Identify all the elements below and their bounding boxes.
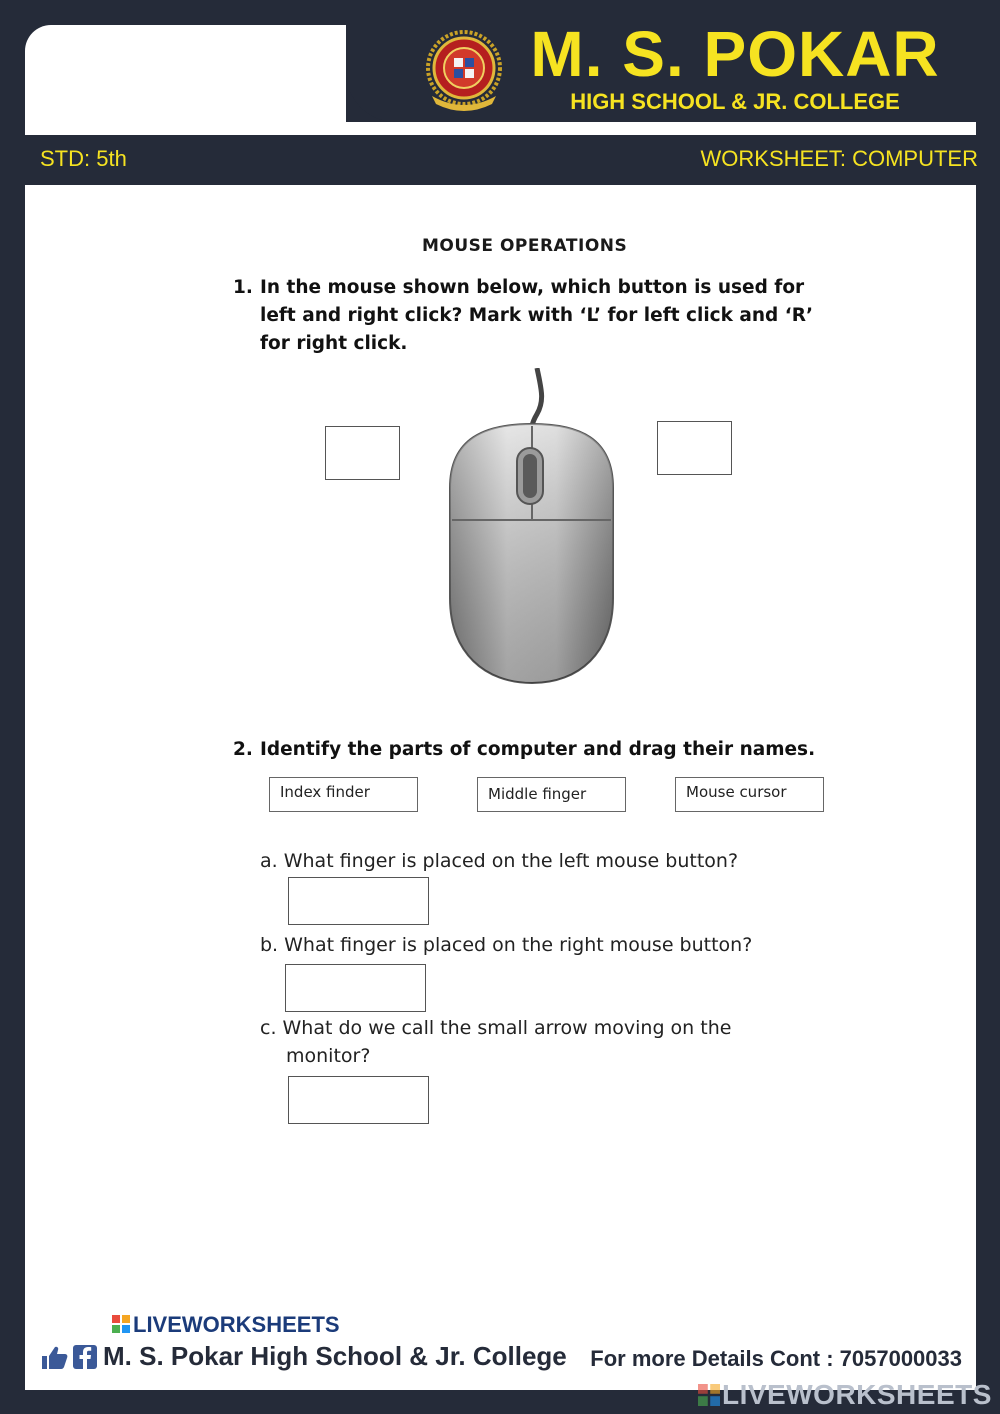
school-name: M. S. POKAR xyxy=(530,18,940,90)
watermark-logo-icon xyxy=(698,1384,720,1406)
liveworksheets-brand: LIVEWORKSHEETS xyxy=(133,1312,340,1337)
question-1-number: 1. xyxy=(233,277,253,298)
school-subtitle: HIGH SCHOOL & JR. COLLEGE xyxy=(570,89,900,114)
worksheet-subject: WORKSHEET: COMPUTER xyxy=(700,146,978,171)
liveworksheets-watermark: LIVEWORKSHEETS xyxy=(722,1379,992,1410)
drag-option-mouse-cursor[interactable]: Mouse cursor xyxy=(675,777,824,812)
footer-school-name: M. S. Pokar High School & Jr. College xyxy=(103,1341,567,1371)
computer-mouse-icon xyxy=(445,368,620,686)
like-facebook-icon xyxy=(40,1344,98,1370)
footer-contact: For more Details Cont : 7057000033 xyxy=(590,1346,962,1371)
question-1-line-3: for right click. xyxy=(260,333,408,354)
question-1-line-2: left and right click? Mark with ‘L’ for left click and ‘R’ xyxy=(260,305,814,326)
header-white-bar xyxy=(25,122,976,135)
question-2b: b. What finger is placed on the right mouse button? xyxy=(260,934,753,956)
liveworksheets-logo-icon xyxy=(112,1315,130,1333)
question-2a-drop-box[interactable] xyxy=(288,877,429,925)
question-2a: a. What finger is placed on the left mouse button? xyxy=(260,850,739,872)
header-white-panel xyxy=(25,25,346,135)
drag-option-index-finder[interactable]: Index finder xyxy=(269,777,418,812)
worksheet-title: MOUSE OPERATIONS xyxy=(422,236,628,256)
question-2-number: 2. xyxy=(233,739,253,760)
question-2c-line-1: c. What do we call the small arrow moving on the xyxy=(260,1017,732,1039)
question-1 xyxy=(233,274,873,364)
question-2c-drop-box[interactable] xyxy=(288,1076,429,1124)
drag-option-middle-finger[interactable]: Middle finger xyxy=(477,777,626,812)
question-2b-drop-box[interactable] xyxy=(285,964,426,1012)
question-1-line-1: In the mouse shown below, which button is used for xyxy=(260,277,805,298)
std-label: STD: 5th xyxy=(40,146,127,171)
question-2 xyxy=(233,736,873,766)
school-emblem-icon xyxy=(418,28,510,112)
question-2-text: Identify the parts of computer and drag their names. xyxy=(260,739,816,760)
left-click-answer-box[interactable] xyxy=(325,426,400,480)
question-2c-line-2: monitor? xyxy=(286,1045,371,1067)
right-click-answer-box[interactable] xyxy=(657,421,732,475)
